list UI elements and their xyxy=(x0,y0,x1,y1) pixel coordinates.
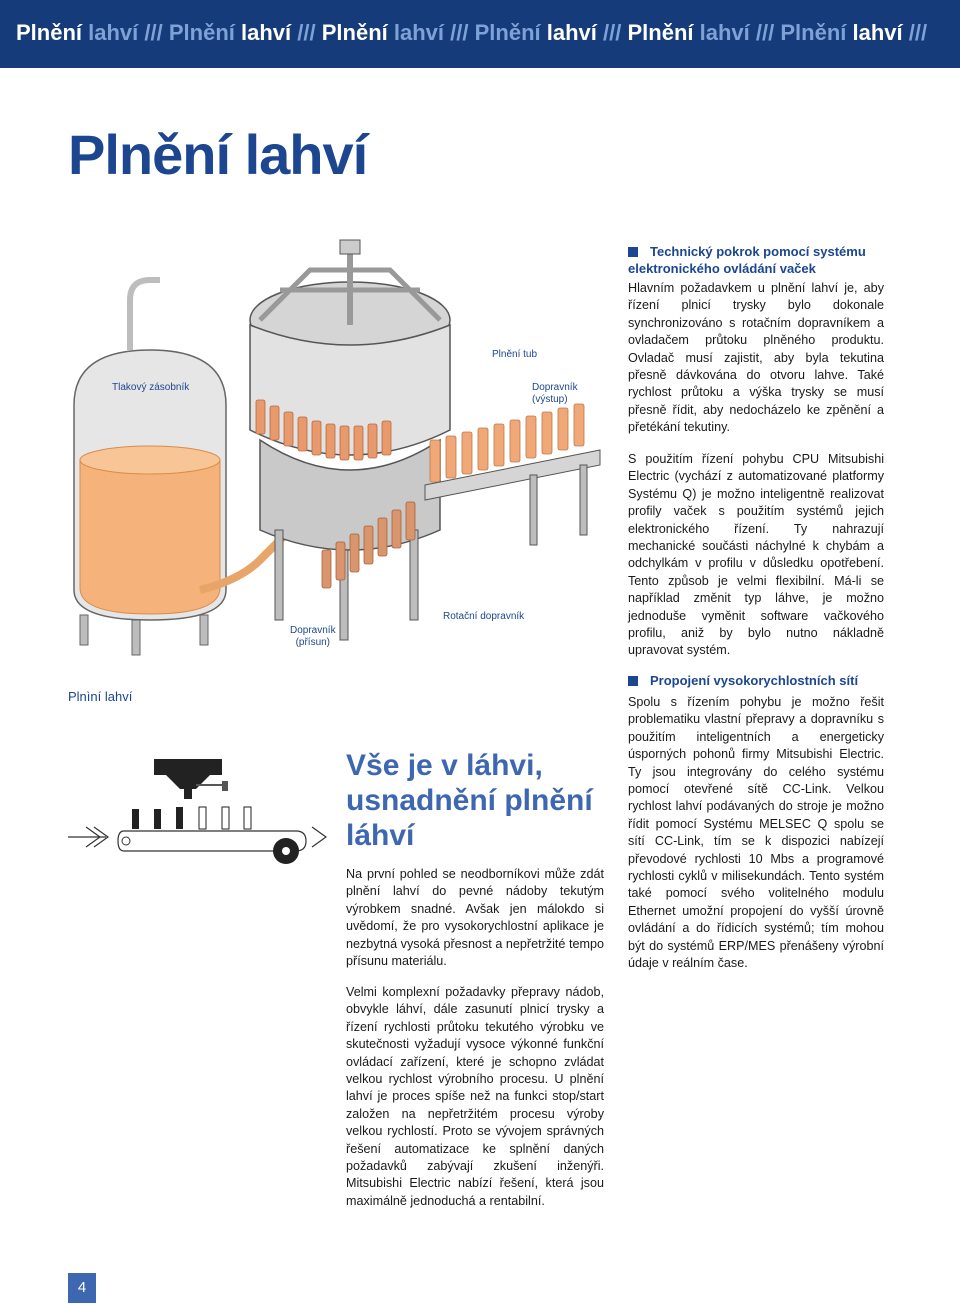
label-rotary: Rotační dopravník xyxy=(443,611,525,622)
section2-title: Propojení vysokorychlostních sítí xyxy=(650,673,859,688)
label-tube: Plnění tub xyxy=(492,349,538,360)
header-banner xyxy=(0,0,960,68)
section2-paragraph1: Spolu s řízením pohybu je možno řešit problematiku vlastní přepravy a dopravníku s použitím inteligentních a energeticky úsporných pohonů firmy Mitsubishi Electric. Ty jsou integrovány do celého systému pomocí otevřené sítě CC-Link. Velkou rychlost lahví podávaných do stroje je možno řídit pomocí Systému MELSEC Q spolu se sítí CC-Link, tím se k dispozici nabízejí převodové rychlosti 10 Mbs a programové rychlosti cyklů v milisekundách. Tento systém také pomocí svého volitelného modulu Ethernet umožní propojení do vyšší úrovně ovládání a do řídicích systémů; tím mohou být do systémů ERP/MES přenášeny výrobní údaje v reálním čase. xyxy=(628,695,884,971)
label-outfeed: Dopravník (výstup) xyxy=(532,382,578,405)
headline: Vše je v láhvi, usnadnění plnění láhví xyxy=(346,749,593,852)
section1-paragraph1: Hlavním požadavkem u plnění lahví je, aby řízení plnicí trysky bylo dokonale synchronizováno s rotačním dopravníkem a ovladačem průtoku plněného produktu. Ovladač musí zajistit, aby byla tekutina přesně dávkována do otvoru lahve. Také rychlost průtoku a výška trysky se musí přesně řídit, aby nedocházelo ke zpěnění a přetékání tekutiny. xyxy=(628,281,884,435)
bottling-schematic xyxy=(66,745,336,875)
label-tank: Tlakový zásobník xyxy=(112,382,190,393)
section1-title: Technický pokrok pomocí systému elektronického ovládání vaček xyxy=(628,244,866,276)
label-infeed: Dopravník (přísun) xyxy=(290,625,336,648)
banner-text: Plnění lahví /// Plnění lahví /// Plnění lahví /// Plnění lahví /// Plnění lahví /// Plnění lahví /// xyxy=(16,20,928,45)
page-number: 4 xyxy=(68,1273,96,1303)
page-title: Plnění lahví xyxy=(68,123,368,186)
banner-seg-4: Plnění lahví xyxy=(627,20,750,45)
filling-machine-illustration xyxy=(60,230,620,680)
section1-paragraph2: S použitím řízení pohybu CPU Mitsubishi Electric (vychází z automatizované platformy Systému Q) je možno inteligentně realizovat profily vaček s použitím systémů jejich elektronického řízení. Ty nahrazují mechanické součásti náchylné k chybám a odchylkám v profilu v důsledku opotřebení. Tento způsob je velmi flexibilní. Má-li se například změnit typ láhve, je možno jednoduše vyměnit software vačkového profilu, aniž by bylo nutno nákladně upravovat systém. xyxy=(628,452,884,658)
banner-seg-2: Plnění lahví xyxy=(321,20,445,45)
banner-seg-3: Plnění lahví xyxy=(474,20,597,45)
intro-paragraph: Na první pohled se neodborníkovi může zdát plnění lahví do pevné nádoby tekutým výrobkem snadné. Avšak jen málokdo si uvědomí, že pro vysokorychlostní aplikace je nezbytná vysoká přesnost a nepřetržité tempo přísunu materiálu. xyxy=(346,867,604,969)
figure-caption: Plnìní lahví xyxy=(68,689,133,704)
schematic-drawing xyxy=(66,745,336,875)
filling-machine-drawing xyxy=(60,230,620,680)
banner-seg-1: Plnění lahví xyxy=(168,20,292,45)
banner-seg-0: Plnění lahví xyxy=(16,20,139,45)
body-paragraph-mid: Velmi komplexní požadavky přepravy nádob, obvykle láhví, dále zasunutí plnicí trysky a řízení rychlosti průtoku tekutého výrobku ve skutečnosti vyžadují vysoce výkonné funkční ovládací zařízení, které je schopno zvládat velkou rychlost výrobního procesu. U plnění lahví je proces spíše než na funkci stop/start založen na nepřetržitém procesu výroby velkou rychlostí. Proto se vývojem správných řešení automatizace ke splnění daných požadavků zabývají zkušení inženýři. Mitsubishi Electric nabízí řešení, která jsou maximálně jednoduchá a rentabilní. xyxy=(346,985,604,1208)
banner-seg-5: Plnění lahví xyxy=(780,20,903,45)
